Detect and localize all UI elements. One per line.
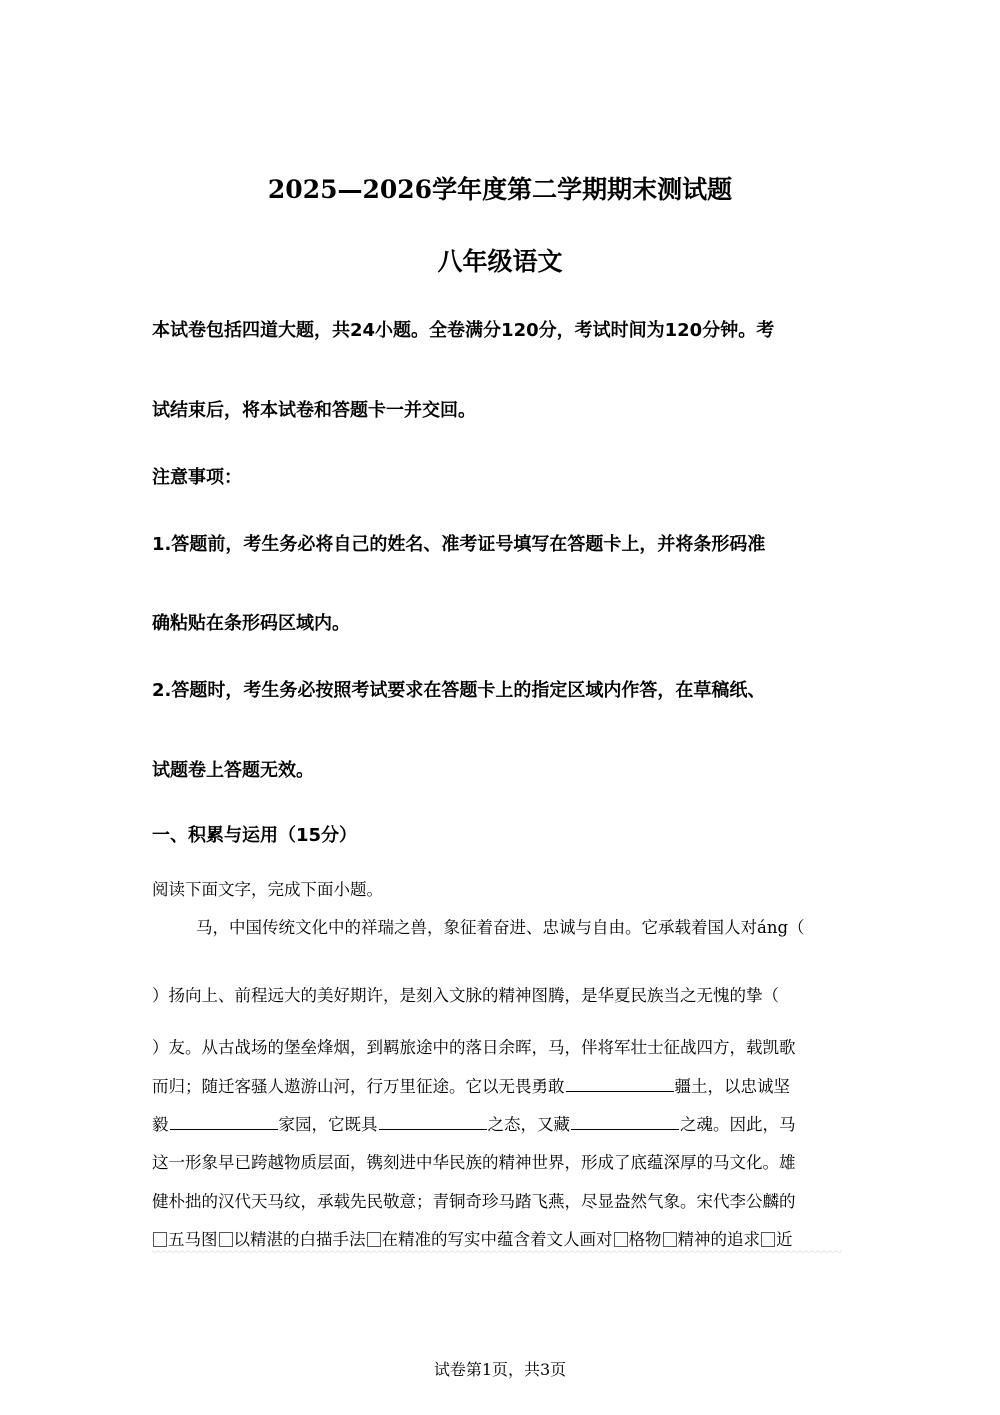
- intro-line-1: 本试卷包括四道大题，共24小题。全卷满分120分，考试时间为120分钟。考: [152, 320, 775, 341]
- note-1-line-1: 1.答题前，考生务必将自己的姓名、准考证号填写在答题卡上，并将条形码准: [152, 534, 766, 555]
- passage-text: 以精湛的白描手法: [233, 1230, 366, 1249]
- passage-line-2: ）扬向上、前程远大的美好期许，是刻入文脉的精神图腾，是华夏民族当之无愧的挚（: [152, 986, 779, 1005]
- passage-line-1: [196, 914, 805, 938]
- passage-line-8: [152, 1226, 793, 1250]
- punctuation-box[interactable]: [761, 1232, 775, 1247]
- fill-blank-2[interactable]: [170, 1115, 278, 1130]
- note-2-line-1: 2.答题时，考生务必按照考试要求在答题卡上的指定区域内作答，在草稿纸、: [152, 680, 766, 701]
- passage-text: 而归；随迁客骚人遨游山河，行万里征途。它以无畏勇敢: [152, 1077, 565, 1096]
- passage-line-3: ）友。从古战场的堡垒烽烟，到羁旅途中的落日余晖，马，伴将军壮士征战四方，载凯歌: [152, 1038, 796, 1057]
- fill-blank-1[interactable]: [566, 1077, 674, 1092]
- passage-text: 毅: [152, 1115, 169, 1134]
- passage-text: 之态，又藏: [487, 1115, 570, 1134]
- section-1-heading: 一、积累与运用（15分）: [152, 825, 358, 846]
- punctuation-box[interactable]: [153, 1232, 167, 1247]
- exam-title: 2025—2026学年度第二学期期末测试题: [267, 175, 733, 204]
- punctuation-box[interactable]: [614, 1232, 628, 1247]
- passage-text: 疆土，以忠诚坚: [674, 1077, 790, 1096]
- passage-text: 格物: [628, 1230, 662, 1249]
- fill-blank-3[interactable]: [379, 1115, 487, 1130]
- punctuation-box[interactable]: [219, 1232, 233, 1247]
- paren-open: （: [788, 918, 805, 937]
- passage-line-7: 健朴拙的汉代天马纹，承载先民敬意；青铜奇珍马踏飞燕，尽显盎然气象。宋代李公麟的: [152, 1192, 796, 1211]
- passage-text: 五马图: [168, 1230, 218, 1249]
- punctuation-box[interactable]: [367, 1232, 381, 1247]
- passage-text: 精神的追求: [677, 1230, 760, 1249]
- notes-heading: 注意事项：: [152, 467, 242, 488]
- fill-blank-4[interactable]: [571, 1115, 679, 1130]
- passage-text: 家园，它既具: [278, 1115, 378, 1134]
- passage-text: 在精准的写实中蕴含着文人画对: [381, 1230, 613, 1249]
- passage-text: 近: [776, 1230, 793, 1249]
- note-1-line-2: 确粘贴在条形码区域内。: [152, 613, 350, 634]
- wavy-underline: [152, 1250, 842, 1254]
- section-1-instruction: 阅读下面文字，完成下面小题。: [152, 880, 383, 899]
- passage-text: 之魂。因此，马: [680, 1115, 796, 1134]
- passage-line-5: [152, 1111, 796, 1135]
- note-2-line-2: 试题卷上答题无效。: [152, 760, 314, 781]
- intro-line-2: 试结束后，将本试卷和答题卡一并交回。: [152, 400, 476, 421]
- pinyin-ang: áng: [757, 918, 789, 937]
- punctuation-box[interactable]: [663, 1232, 677, 1247]
- page-footer: 试卷第1页，共3页: [433, 1360, 567, 1379]
- passage-line-4: [152, 1073, 790, 1097]
- passage-line-6: 这一形象早已跨越物质层面，镌刻进中华民族的精神世界，形成了底蕴深厚的马文化。雄: [152, 1153, 796, 1172]
- exam-subject: 八年级语文: [437, 247, 563, 276]
- passage-text: 马，中国传统文化中的祥瑞之兽，象征着奋进、忠诚与自由。它承载着国人对: [196, 918, 757, 937]
